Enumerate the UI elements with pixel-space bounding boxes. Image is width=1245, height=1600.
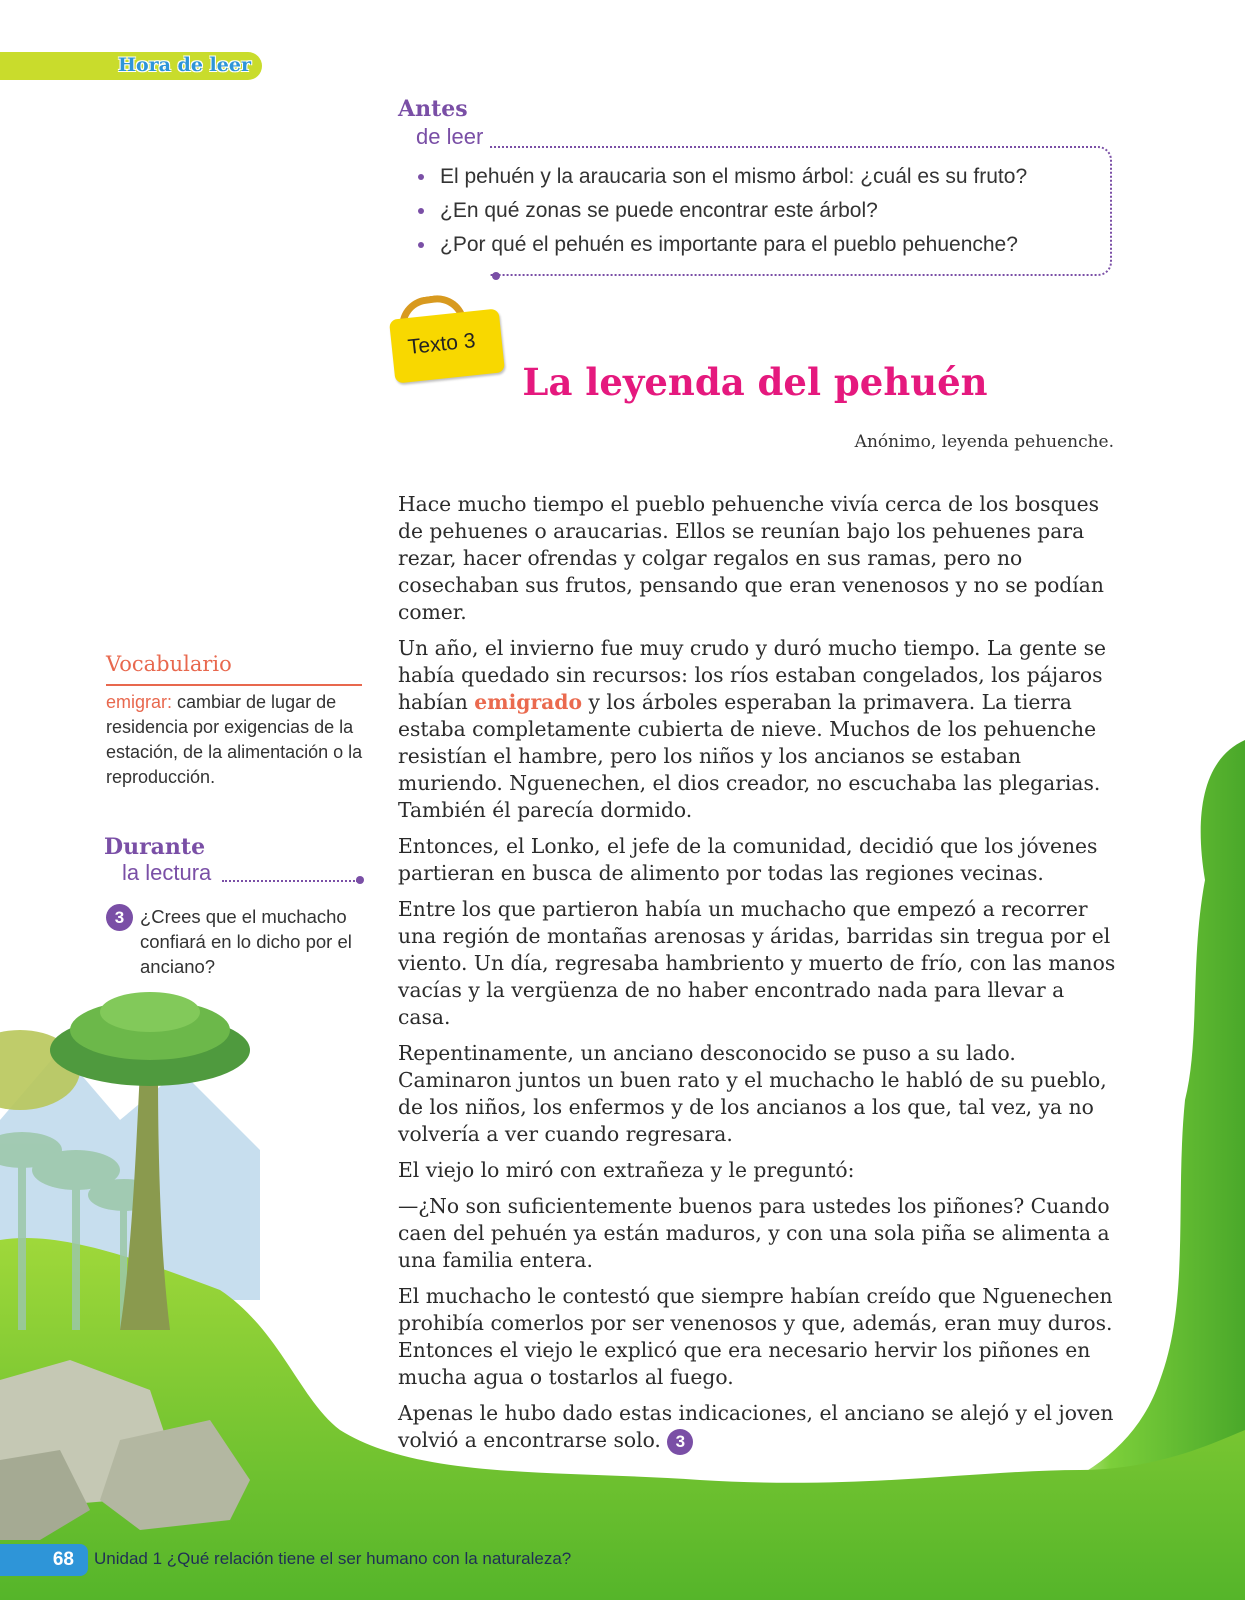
story-paragraph: Entre los que partieron había un muchacho que empezó a recorrer una región de montañas arenosas y áridas, barridas sin tregua por el viento. Un día, regresaba hambriento y muerto de frío, con las manos vacías y la vergüenza de no haber encontrado nada para llevar a casa. bbox=[398, 897, 1116, 1029]
story-paragraph: Apenas le hubo dado estas indicaciones, el anciano se alejó y el joven volvió a encontrarse solo. 3 bbox=[398, 1400, 1118, 1455]
story-author: Anónimo, leyenda pehuenche. bbox=[854, 432, 1114, 452]
de-leer-heading: de leer bbox=[416, 124, 484, 149]
section-tab-label: Hora de leer bbox=[118, 54, 251, 76]
la-lectura-heading: la lectura bbox=[122, 860, 212, 885]
story-paragraph: Un año, el invierno fue muy crudo y duró mucho tiempo. La gente se había quedado sin recursos: los ríos estaban congelados, los pájaros habían emigrado y los árboles esperaban la primavera. La tierra estaba completamente cubierta de nieve. Muchos de los pehuenche resistían el hambre, pero los niños y los ancianos se estaban muriendo. Nguenechen, el dios creador, no escuchaba las plegarias. También él parecía dormido. bbox=[398, 636, 1107, 822]
vocabulary-word[interactable]: emigrado bbox=[474, 690, 583, 714]
page-number: 68 bbox=[0, 1544, 88, 1576]
question-number-badge: 3 bbox=[106, 904, 133, 931]
vocabulary-term: emigrar: bbox=[106, 692, 173, 712]
story-paragraph: Hace mucho tiempo el pueblo pehuenche vivía cerca de los bosques de pehuenes o araucarias. Ellos se reunían bajo los pehuenes para rezar, hacer ofrendas y colgar regalos en sus ramas, pero no cosechaban sus frutos, pensando que eran venenosos y no se podían comer. bbox=[398, 492, 1104, 624]
vocabulary-title: Vocabulario bbox=[106, 652, 232, 676]
story-paragraph: —¿No son suficientemente buenos para ustedes los piñones? Cuando caen del pehuén ya están maduros, y con una sola piña se alimenta a una familia entera. bbox=[398, 1194, 1110, 1272]
vocabulary-definition: emigrar: cambiar de lugar de residencia por exigencias de la estación, de la alimentación o la reproducción. bbox=[106, 692, 363, 787]
story-paragraph: Repentinamente, un anciano desconocido se puso a su lado. Caminaron juntos un buen rato y el muchacho le habló de su pueblo, de los niños, los enfermos y de los ancianos a los que, tal vez, ya no volvería a ver cuando regresara. bbox=[398, 1041, 1107, 1146]
antes-heading: Antes bbox=[398, 96, 468, 122]
antes-question: ¿Por qué el pehuén es importante para el pueblo pehuenche? bbox=[418, 228, 1027, 262]
antes-question: ¿En qué zonas se puede encontrar este árbol? bbox=[418, 194, 1027, 228]
antes-question: El pehuén y la araucaria son el mismo árbol: ¿cuál es su fruto? bbox=[418, 160, 1027, 194]
text-number-label: Texto 3 bbox=[406, 329, 477, 360]
durante-dot bbox=[356, 876, 364, 884]
box-dot bbox=[492, 272, 500, 280]
story-body bbox=[398, 491, 1118, 1464]
durante-dotted-line bbox=[222, 880, 358, 882]
vocabulary-divider bbox=[106, 684, 362, 686]
question-marker-badge[interactable]: 3 bbox=[667, 1429, 693, 1455]
story-paragraph: Entonces, el Lonko, el jefe de la comunidad, decidió que los jóvenes partieran en busca de alimento por todas las regiones vecinas. bbox=[398, 834, 1098, 885]
story-title: La leyenda del pehuén bbox=[522, 360, 988, 404]
story-paragraph: El muchacho le contestó que siempre habían creído que Nguenechen prohibía comerlos por ser venenosos y que, además, eran muy duros. Entonces el viejo le explicó que era necesario hervir los piñones en mucha agua o tostarlos al fuego. bbox=[398, 1284, 1113, 1389]
antes-questions-list bbox=[418, 160, 1027, 262]
during-question-text: ¿Crees que el muchacho confiará en lo dicho por el anciano? bbox=[140, 906, 352, 977]
durante-heading: Durante bbox=[104, 834, 206, 860]
during-reading-question bbox=[106, 904, 356, 979]
section-tab bbox=[0, 52, 262, 80]
footer-unit: Unidad 1 ¿Qué relación tiene el ser humano con la naturaleza? bbox=[94, 1549, 572, 1568]
story-paragraph: El viejo lo miró con extrañeza y le preguntó: bbox=[398, 1158, 855, 1182]
